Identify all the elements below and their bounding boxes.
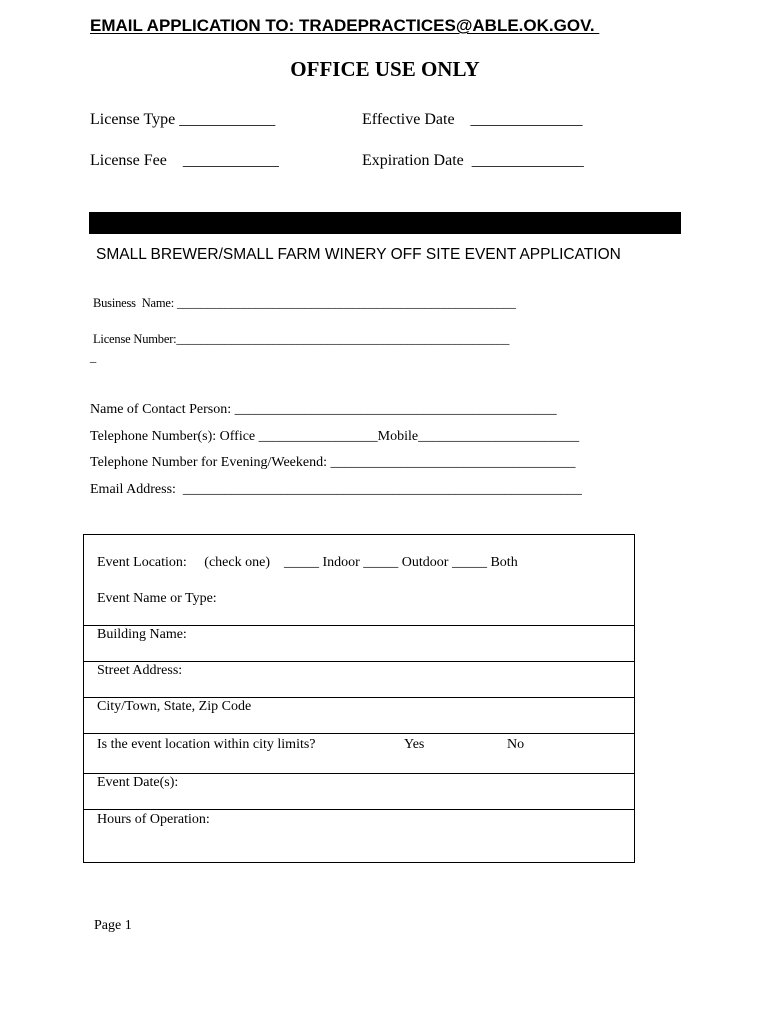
application-title: SMALL BREWER/SMALL FARM WINERY OFF SITE EVENT APPLICATION [96,246,621,263]
evening-phone-field: Telephone Number for Evening/Weekend: ___________________________________ [90,455,576,470]
event-details-box [83,534,635,863]
event-name-field: Event Name or Type: [97,591,217,606]
expiration-date-field: Expiration Date ______________ [362,152,584,169]
box-divider [84,625,634,626]
license-fee-field: License Fee ____________ [90,152,279,169]
office-use-title: OFFICE USE ONLY [290,57,480,81]
license-number-field: License Number:_______________________________________________________ [93,332,510,346]
effective-date-field: Effective Date ______________ [362,111,583,128]
box-divider [84,773,634,774]
event-location-field: Event Location: (check one) _____ Indoor _____ Outdoor _____ Both [97,555,518,570]
city-limits-no-option: No [507,737,525,752]
license-type-field: License Type ____________ [90,111,276,128]
business-name-field: Business Name: ________________________________________________________ [93,296,516,310]
email-instruction-header: EMAIL APPLICATION TO: TRADEPRACTICES@ABLE.OK.GOV. [90,16,600,35]
city-limits-yes-option: Yes [404,737,425,752]
email-address-field: Email Address: _________________________________________________________ [90,482,582,497]
box-divider [84,809,634,810]
city-limits-question: Is the event location within city limits? [97,737,316,752]
box-divider [84,661,634,662]
city-state-zip-field: City/Town, State, Zip Code [97,699,252,714]
event-dates-field: Event Date(s): [97,775,179,790]
hours-of-operation-field: Hours of Operation: [97,812,210,827]
box-divider [84,697,634,698]
license-number-overflow: _ [90,350,97,364]
box-divider [84,733,634,734]
telephone-field: Telephone Number(s): Office _________________Mobile_______________________ [90,429,580,444]
building-name-field: Building Name: [97,627,187,642]
contact-person-field: Name of Contact Person: ______________________________________________ [90,402,557,417]
section-divider-bar [89,212,681,234]
page-number: Page 1 [94,918,132,933]
street-address-field: Street Address: [97,663,183,678]
